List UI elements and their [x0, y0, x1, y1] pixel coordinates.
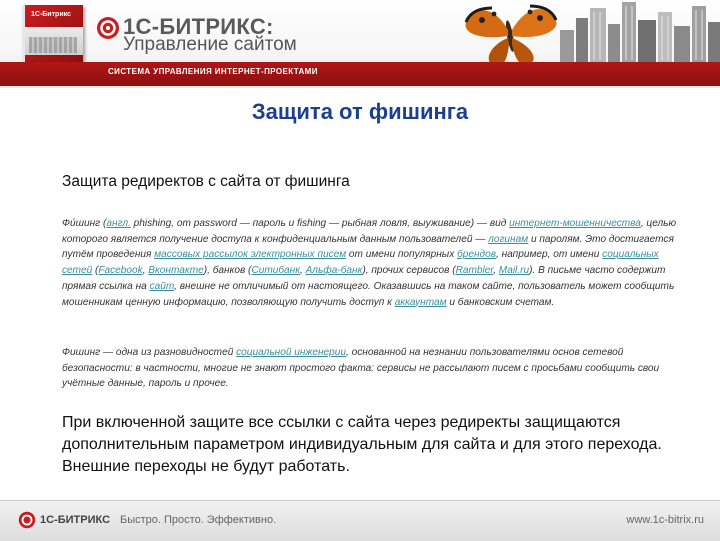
paragraph-text: Фи́шинг ( [62, 218, 107, 229]
paragraph-text: , [299, 265, 306, 277]
inline-link[interactable]: аккаунтам [394, 296, 447, 308]
inline-link[interactable]: социальных сетей [62, 249, 659, 277]
inline-link[interactable]: Rambler [455, 265, 494, 277]
paragraph-text: , внешне не отличимый от настоящего. Оказавшись на таком сайте, пользователь может сообщить мошенникам ценную информацию, позволяющую получить доступ к [62, 280, 675, 308]
paragraph-text: , [493, 265, 499, 277]
phishing-definition-paragraph [62, 216, 690, 310]
brand-name: 1С-БИТРИКС: [123, 14, 274, 39]
footer [0, 500, 720, 541]
inline-link[interactable]: сайт [149, 280, 175, 292]
product-box-city [29, 37, 77, 53]
inline-link[interactable]: Ситибанк [251, 265, 300, 277]
paragraph-text: , целью которого является получение доступа к конфиденциальным данным пользователей — [62, 218, 677, 245]
footer-slogan: Быстро. Просто. Эффективно. [120, 514, 277, 526]
inline-link[interactable]: социальной инженерии [236, 347, 346, 358]
paragraph-text: Фишинг — одна из разновидностей [62, 347, 237, 358]
section-heading: Защита редиректов с сайта от фишинга [62, 173, 350, 190]
inline-link[interactable]: Вконтакте [148, 265, 204, 277]
inline-link[interactable]: Альфа-банк [305, 265, 363, 277]
social-engineering-paragraph [62, 345, 690, 392]
tagline: СИСТЕМА УПРАВЛЕНИЯ ИНТЕРНЕТ-ПРОЕКТАМИ [108, 67, 318, 76]
paragraph-text: и банковским счетам. [446, 296, 555, 308]
inline-link[interactable]: логинам [488, 233, 529, 245]
inline-link[interactable]: массовых рассылок электронных писем [154, 249, 347, 261]
paragraph-text: ), прочих сервисов ( [362, 265, 456, 277]
footer-logo-icon [18, 511, 36, 529]
paragraph-text: от имени популярных [346, 249, 458, 261]
paragraph-text: , [142, 265, 149, 277]
inline-link[interactable]: интернет-мошенничества [509, 218, 641, 229]
bitrix-logo-icon [96, 16, 120, 40]
footer-url[interactable]: www.1c-bitrix.ru [626, 514, 704, 526]
inline-link[interactable]: англ. [106, 218, 131, 229]
paragraph-text: , например, от имени [496, 249, 603, 261]
product-box-label: 1С-Битрикс [31, 11, 71, 18]
footer-brand: 1С-БИТРИКС [40, 514, 111, 526]
paragraph-text: phishing, от password — пароль и fishing — рыбная ловля, выуживание) — вид [130, 218, 510, 229]
paragraph-text: ( [92, 265, 99, 277]
header-banner [0, 0, 720, 88]
protection-note: При включенной защите все ссылки с сайта через редиректы защищаются дополнительным параметром индивидуальным для сайта и для этого перехода. Внешние переходы не будут работать. [62, 414, 662, 475]
butterfly-icon [452, 0, 562, 70]
paragraph-text: , основанной на незнании пользователями основ сетевой безопасности: в частности, многие не знают простого факта: сервисы не рассылают писем с просьбами сообщить свои учётные данные, пароль и прочее. [62, 347, 660, 390]
city-skyline-image [560, 0, 720, 64]
paragraph-text: ), банков ( [203, 265, 252, 277]
paragraph-text: и паролям. Это достигается путём проведения [62, 233, 674, 261]
inline-link[interactable]: Facebook [98, 265, 143, 277]
inline-link[interactable]: брендов [457, 249, 496, 261]
paragraph-text: ). В письме часто содержит прямая ссылка на [62, 265, 666, 292]
brand-subtitle: Управление сайтом [123, 34, 297, 55]
inline-link[interactable]: Mail.ru [498, 265, 530, 277]
page-title: Защита от фишинга [251, 99, 469, 124]
